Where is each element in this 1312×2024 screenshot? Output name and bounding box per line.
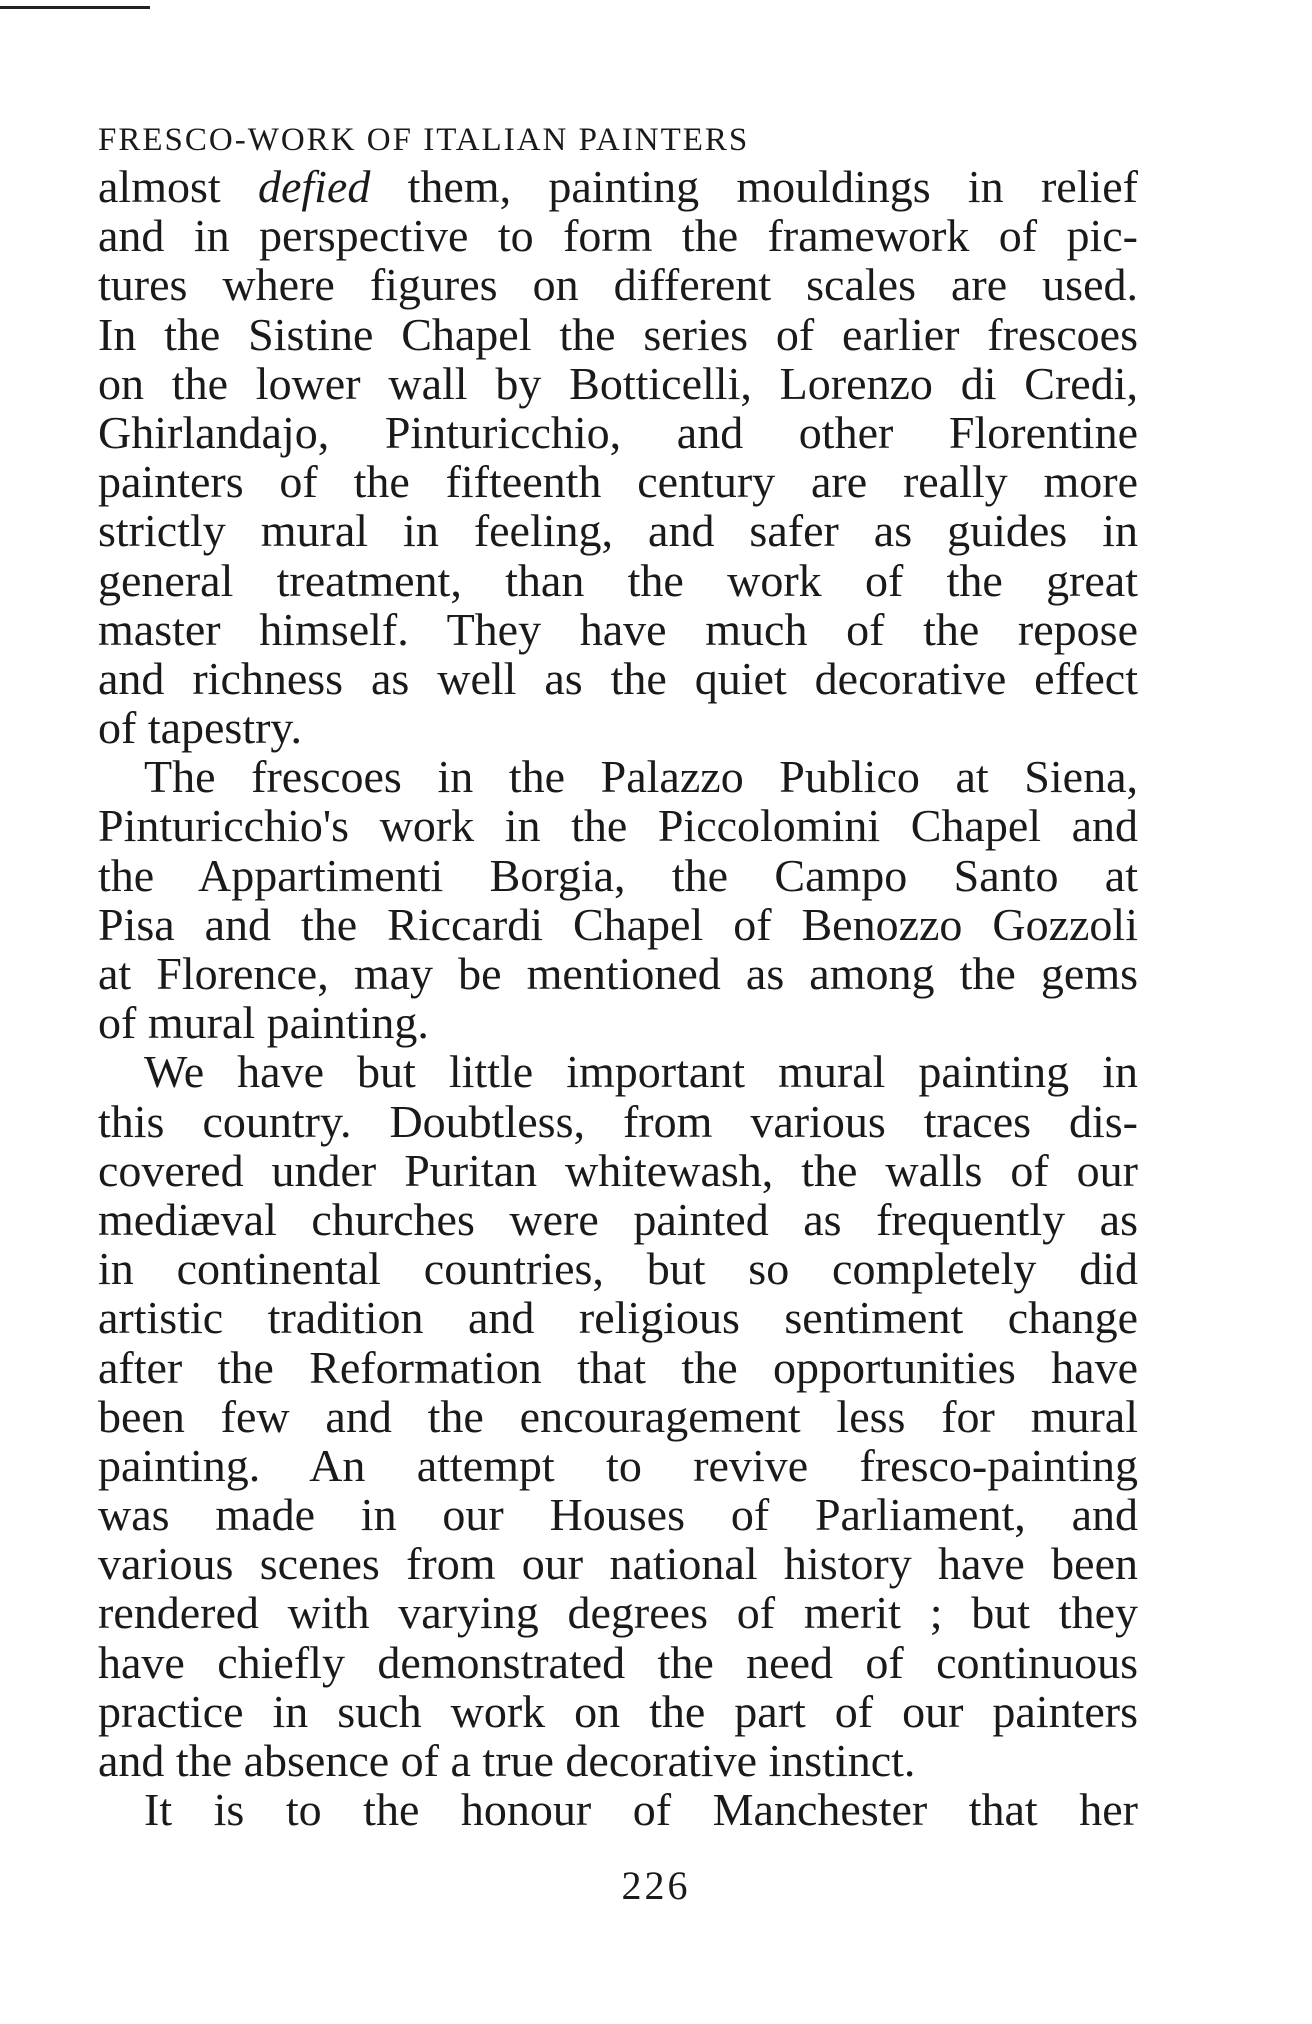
text-line: It is to the honour of Manchester that her bbox=[144, 1784, 1138, 1836]
text-span: almost bbox=[98, 161, 258, 212]
text-line: on the lower wall by Botticelli, Lorenzo di Credi, bbox=[98, 357, 1138, 409]
text-line: in continental countries, but so completely did bbox=[98, 1243, 1138, 1295]
text-line: master himself. They have much of the repose bbox=[98, 603, 1138, 655]
text-span: them, painting mouldings in relief bbox=[370, 161, 1138, 212]
paragraph-3 bbox=[98, 1047, 1138, 1785]
text-line: after the Reformation that the opportunities have bbox=[98, 1341, 1138, 1393]
text-line: been few and the encouragement less for mural bbox=[98, 1390, 1138, 1442]
text-line: tures where figures on different scales are used. bbox=[98, 259, 1138, 311]
text-line: and in perspective to form the framework of pic- bbox=[98, 210, 1138, 262]
page-number: 226 bbox=[621, 1863, 691, 1908]
text-line: Pinturicchio's work in the Piccolomini Chapel and bbox=[98, 800, 1138, 852]
text-line: was made in our Houses of Parliament, and bbox=[98, 1489, 1138, 1541]
text-line: of tapestry. bbox=[98, 702, 302, 754]
text-line: In the Sistine Chapel the series of earlier frescoes bbox=[98, 308, 1138, 360]
text-line: painters of the fifteenth century are really more bbox=[98, 456, 1138, 508]
text-line: covered under Puritan whitewash, the walls of our bbox=[98, 1144, 1138, 1196]
italic-word: defied bbox=[257, 161, 371, 212]
paragraph-2 bbox=[98, 752, 1138, 1047]
text-line: mediæval churches were painted as frequently as bbox=[98, 1193, 1138, 1245]
text-line: have chiefly demonstrated the need of continuous bbox=[98, 1636, 1138, 1688]
text-line: and richness as well as the quiet decorative effect bbox=[98, 652, 1138, 704]
text-line: the Appartimenti Borgia, the Campo Santo at bbox=[98, 849, 1138, 901]
text-line: practice in such work on the part of our painters bbox=[98, 1685, 1138, 1737]
text-line: and the absence of a true decorative instinct. bbox=[98, 1735, 916, 1786]
text-line: Ghirlandajo, Pinturicchio, and other Florentine bbox=[98, 406, 1138, 458]
paragraph-1 bbox=[98, 162, 1138, 752]
book-page bbox=[98, 118, 1138, 1834]
text-line: painting. An attempt to revive fresco-painting bbox=[98, 1439, 1138, 1491]
text-line: strictly mural in feeling, and safer as guides in bbox=[98, 505, 1138, 557]
text-line: We have but little important mural painting in bbox=[144, 1046, 1138, 1098]
scan-edge-mark bbox=[0, 6, 150, 9]
paragraph-4 bbox=[98, 1785, 1138, 1834]
text-line: rendered with varying degrees of merit ; but they bbox=[98, 1587, 1138, 1639]
text-line: this country. Doubtless, from various traces dis- bbox=[98, 1095, 1138, 1147]
text-line: of mural painting. bbox=[98, 997, 429, 1049]
text-line: The frescoes in the Palazzo Publico at Siena, bbox=[144, 751, 1138, 803]
text-line: artistic tradition and religious sentiment change bbox=[98, 1292, 1138, 1344]
running-head: FRESCO-WORK OF ITALIAN PAINTERS bbox=[98, 122, 750, 158]
text-line: at Florence, may be mentioned as among the gems bbox=[98, 948, 1138, 999]
text-line: Pisa and the Riccardi Chapel of Benozzo Gozzoli bbox=[98, 898, 1138, 950]
text-line: general treatment, than the work of the great bbox=[98, 554, 1138, 606]
text-line bbox=[98, 162, 1138, 211]
text-line: various scenes from our national history have been bbox=[98, 1538, 1138, 1590]
